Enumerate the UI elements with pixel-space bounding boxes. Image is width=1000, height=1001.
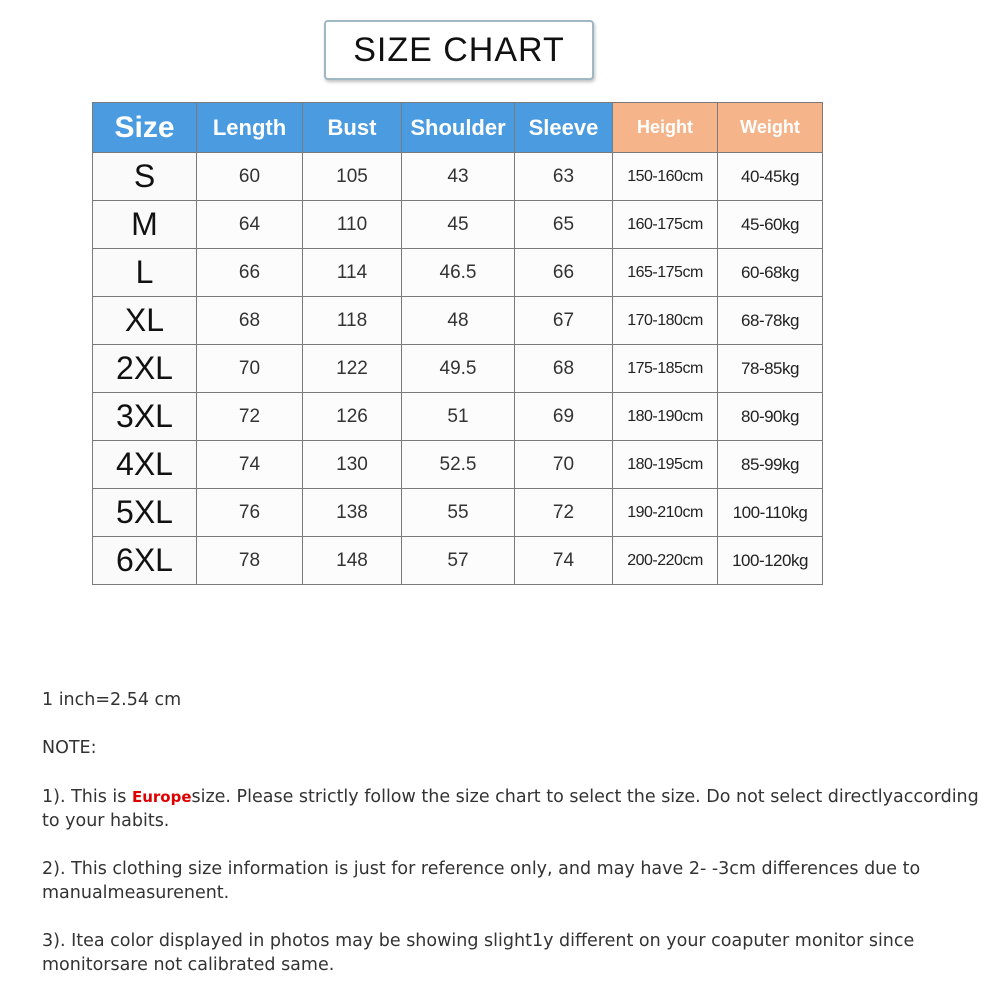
cell-bust: 122: [303, 345, 402, 393]
cell-length: 70: [197, 345, 303, 393]
cell-shoulder: 49.5: [402, 345, 515, 393]
cell-size: 6XL: [93, 537, 197, 585]
notes-section: [42, 688, 992, 1001]
cell-size: XL: [93, 297, 197, 345]
cell-length: 66: [197, 249, 303, 297]
cell-weight: 45-60kg: [718, 201, 823, 249]
cell-sleeve: 63: [515, 153, 613, 201]
note-2: 2). This clothing size information is just for reference only, and may have 2- -3cm differences due to manualmeasurenent.: [42, 859, 921, 903]
header-shoulder: Shoulder: [402, 103, 515, 153]
table-row: [93, 441, 823, 489]
table-row: [93, 249, 823, 297]
cell-shoulder: 43: [402, 153, 515, 201]
table-row: [93, 297, 823, 345]
cell-bust: 110: [303, 201, 402, 249]
conversion-note: 1 inch=2.54 cm: [42, 690, 182, 710]
cell-length: 76: [197, 489, 303, 537]
cell-length: 74: [197, 441, 303, 489]
cell-sleeve: 68: [515, 345, 613, 393]
cell-bust: 126: [303, 393, 402, 441]
note-1-highlight: Europe: [131, 788, 192, 806]
cell-length: 60: [197, 153, 303, 201]
cell-height: 180-195cm: [613, 441, 718, 489]
note-1-prefix: 1). This is: [42, 787, 132, 807]
cell-size: L: [93, 249, 197, 297]
header-size: Size: [93, 103, 197, 153]
table-row: [93, 153, 823, 201]
cell-height: 170-180cm: [613, 297, 718, 345]
cell-bust: 114: [303, 249, 402, 297]
table-row: [93, 489, 823, 537]
cell-size: 5XL: [93, 489, 197, 537]
note-3: 3). Itea color displayed in photos may be showing slight1y different on your coaputer monitor since monitorsare not calibrated same.: [42, 931, 915, 975]
cell-size: S: [93, 153, 197, 201]
cell-bust: 130: [303, 441, 402, 489]
cell-size: 4XL: [93, 441, 197, 489]
cell-sleeve: 67: [515, 297, 613, 345]
cell-weight: 100-120kg: [718, 537, 823, 585]
size-chart-table: [92, 102, 823, 585]
cell-height: 160-175cm: [613, 201, 718, 249]
cell-shoulder: 52.5: [402, 441, 515, 489]
size-chart-title-box: [324, 20, 594, 80]
header-height: Height: [613, 103, 718, 153]
table-row: [93, 537, 823, 585]
cell-shoulder: 46.5: [402, 249, 515, 297]
note-1-suffix: size. Please strictly follow the size chart to select the size. Do not select directlyaccording to your habits.: [42, 787, 979, 831]
cell-bust: 138: [303, 489, 402, 537]
cell-bust: 105: [303, 153, 402, 201]
cell-height: 190-210cm: [613, 489, 718, 537]
cell-length: 72: [197, 393, 303, 441]
cell-weight: 85-99kg: [718, 441, 823, 489]
cell-height: 165-175cm: [613, 249, 718, 297]
cell-sleeve: 74: [515, 537, 613, 585]
cell-weight: 40-45kg: [718, 153, 823, 201]
cell-sleeve: 70: [515, 441, 613, 489]
cell-sleeve: 69: [515, 393, 613, 441]
size-chart-title: SIZE CHART: [353, 30, 565, 69]
cell-shoulder: 55: [402, 489, 515, 537]
cell-shoulder: 57: [402, 537, 515, 585]
header-length: Length: [197, 103, 303, 153]
cell-weight: 80-90kg: [718, 393, 823, 441]
header-sleeve: Sleeve: [515, 103, 613, 153]
table-row: [93, 201, 823, 249]
cell-length: 78: [197, 537, 303, 585]
header-bust: Bust: [303, 103, 402, 153]
note-heading: NOTE:: [42, 738, 97, 758]
table-row: [93, 345, 823, 393]
cell-height: 180-190cm: [613, 393, 718, 441]
table-header-row: [93, 103, 823, 153]
cell-size: 3XL: [93, 393, 197, 441]
header-weight: Weight: [718, 103, 823, 153]
cell-bust: 118: [303, 297, 402, 345]
cell-size: M: [93, 201, 197, 249]
cell-sleeve: 66: [515, 249, 613, 297]
cell-weight: 78-85kg: [718, 345, 823, 393]
note-1: [42, 785, 992, 833]
cell-weight: 100-110kg: [718, 489, 823, 537]
cell-sleeve: 72: [515, 489, 613, 537]
cell-shoulder: 51: [402, 393, 515, 441]
cell-length: 64: [197, 201, 303, 249]
cell-length: 68: [197, 297, 303, 345]
cell-height: 200-220cm: [613, 537, 718, 585]
cell-shoulder: 48: [402, 297, 515, 345]
cell-weight: 68-78kg: [718, 297, 823, 345]
cell-size: 2XL: [93, 345, 197, 393]
cell-weight: 60-68kg: [718, 249, 823, 297]
cell-shoulder: 45: [402, 201, 515, 249]
cell-height: 175-185cm: [613, 345, 718, 393]
cell-bust: 148: [303, 537, 402, 585]
table-row: [93, 393, 823, 441]
cell-sleeve: 65: [515, 201, 613, 249]
cell-height: 150-160cm: [613, 153, 718, 201]
